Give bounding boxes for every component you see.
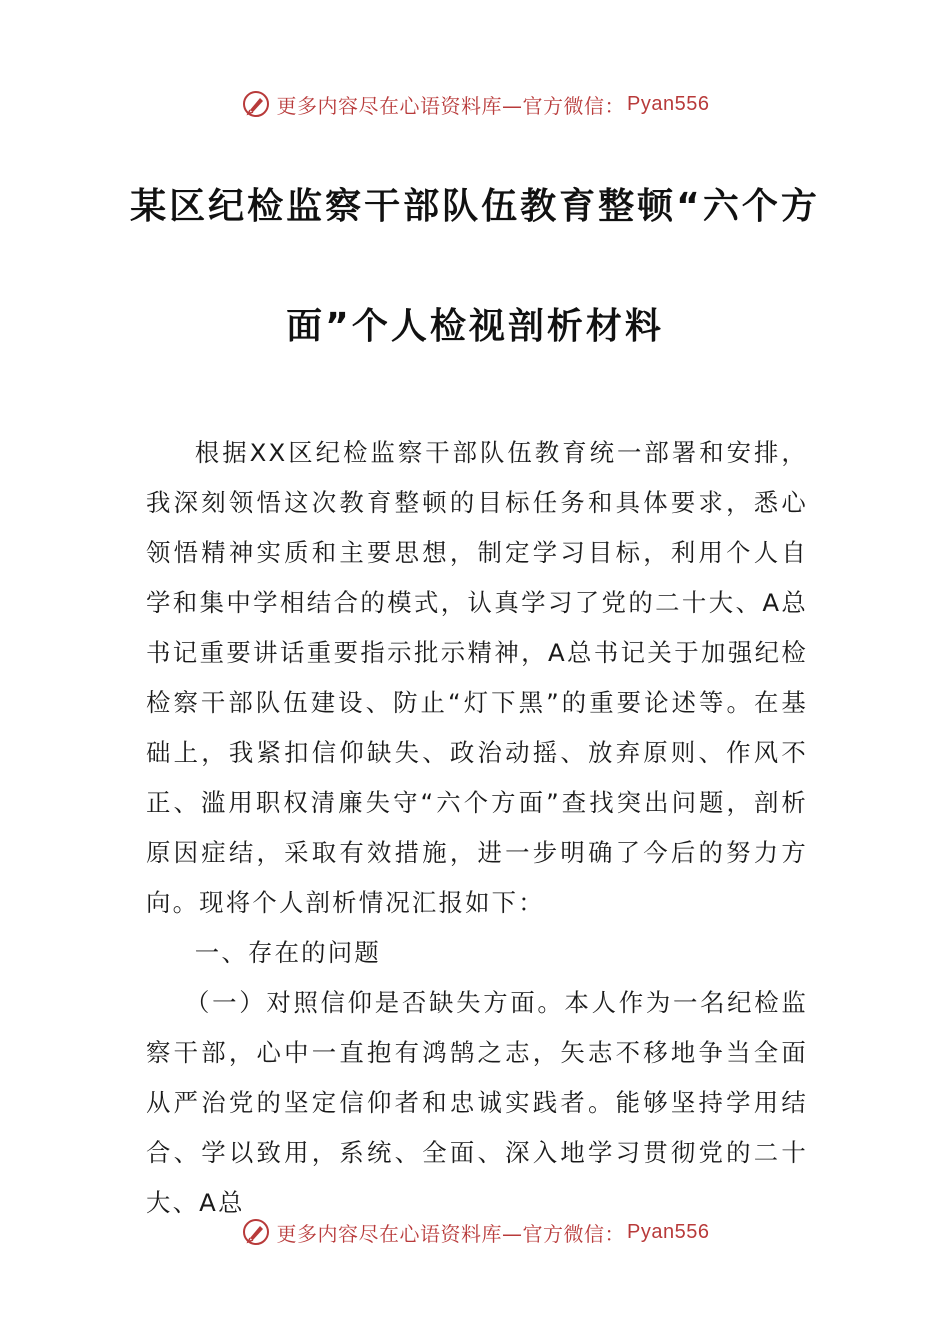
document-body: [146, 428, 808, 1228]
body-paragraph-intro: 根据XX区纪检监察干部队伍教育统一部署和安排，我深刻领悟这次教育整顿的目标任务和具体要求，悉心领悟精神实质和主要思想，制定学习目标，利用个人自学和集中学相结合的模式，认真学习了党的二十大、A总书记重要讲话重要指示批示精神，A总书记关于加强纪检检察干部队伍建设、防止“灯下黑”的重要论述等。在基础上，我紧扣信仰缺失、政治动摇、放弃原则、作风不正、滥用职权清廉失守“六个方面”查找突出问题，剖析原因症结，采取有效措施，进一步明确了今后的努力方向。现将个人剖析情况汇报如下：: [146, 438, 808, 917]
section-heading: 一、存在的问题: [194, 938, 381, 967]
watermark-handle: Pyan556: [627, 92, 710, 115]
pen-logo-icon: [241, 1217, 271, 1247]
watermark-text: 更多内容尽在心语资料库—官方微信：: [276, 93, 626, 118]
footer-watermark: [0, 1212, 950, 1252]
pen-logo-icon: [241, 89, 271, 119]
header-watermark: [0, 84, 950, 124]
watermark-handle: Pyan556: [627, 1220, 710, 1243]
document-title-line2: 面”个人检视剖析材料: [286, 306, 664, 347]
body-paragraph-faith: （一）对照信仰是否缺失方面。本人作为一名纪检监察干部，心中一直抱有鸿鹄之志，矢志不移地争当全面从严治党的坚定信仰者和忠诚实践者。能够坚持学用结合、学以致用，系统、全面、深入地学习贯彻党的二十大、A总: [146, 988, 808, 1217]
watermark-text: 更多内容尽在心语资料库—官方微信：: [276, 1221, 626, 1246]
document-title-line1: 某区纪检监察干部队伍教育整顿“六个方: [130, 186, 820, 227]
